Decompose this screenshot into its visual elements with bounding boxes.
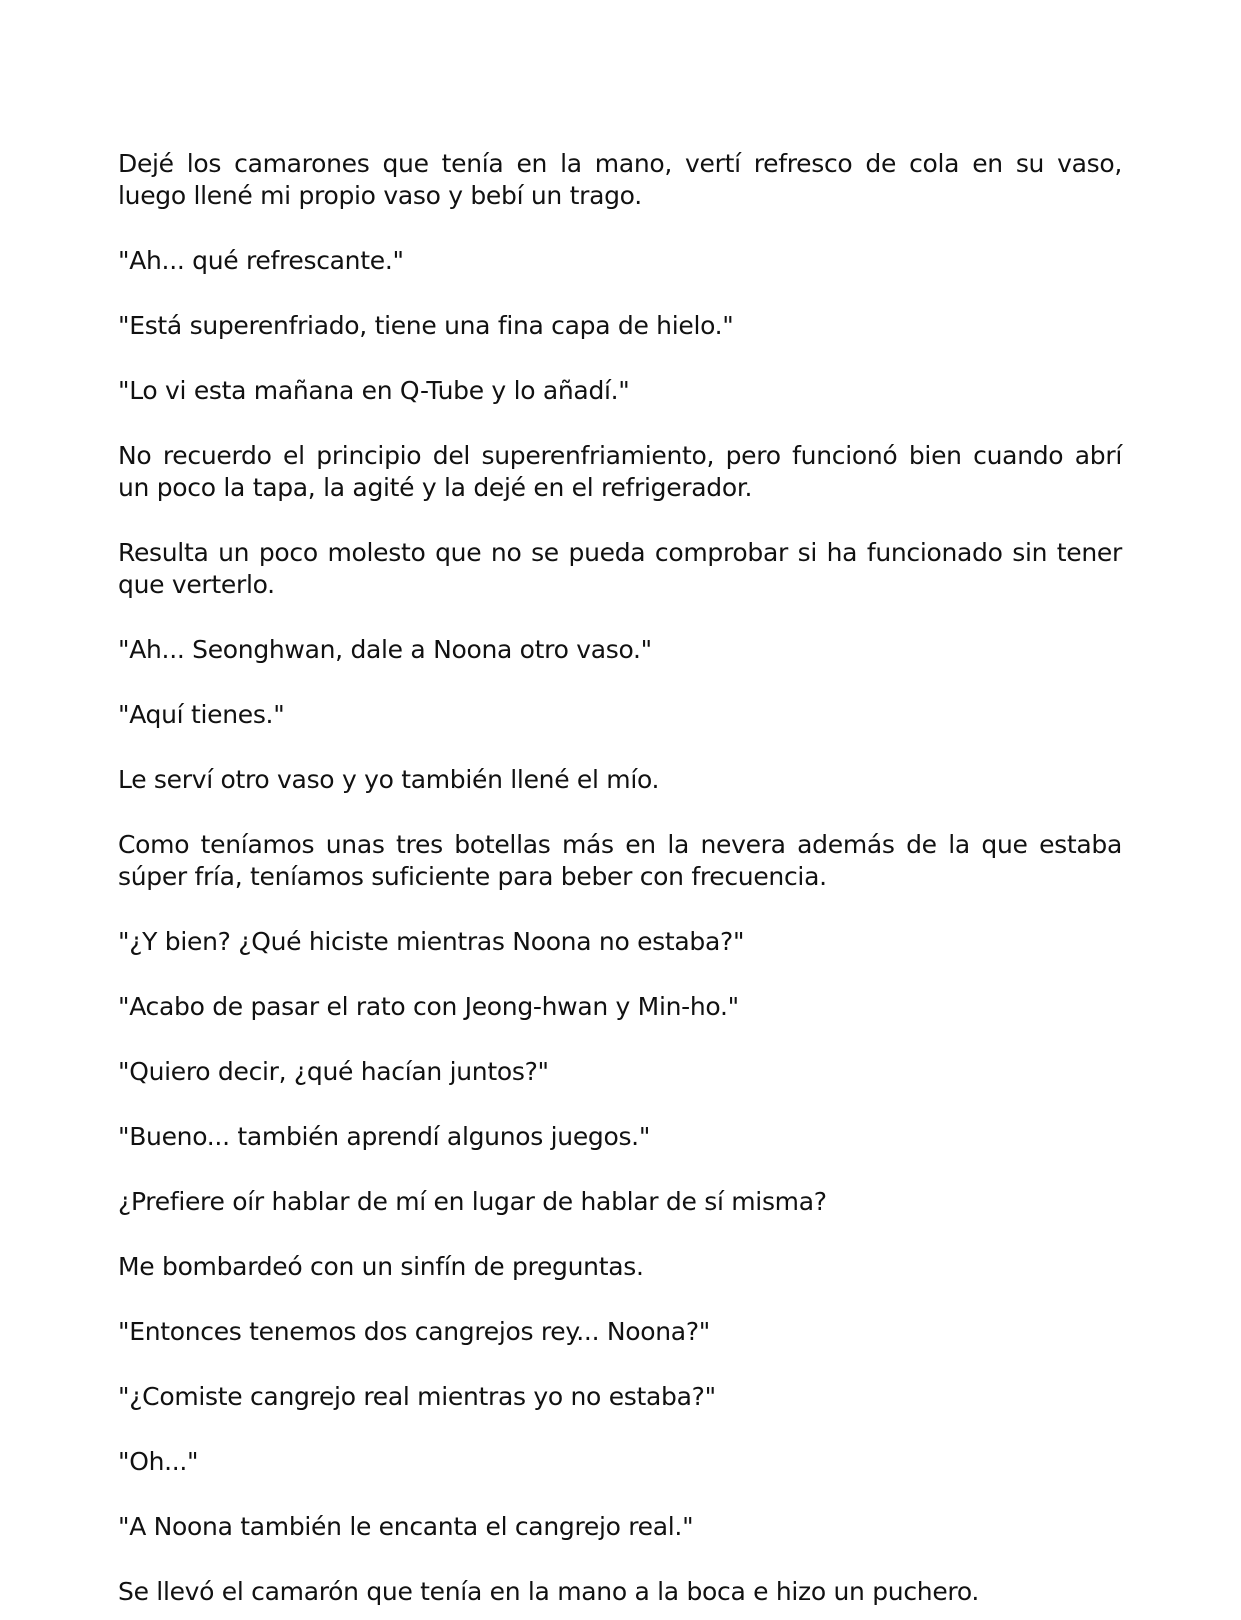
paragraph: "¿Y bien? ¿Qué hiciste mientras Noona no estaba?" [118,927,745,956]
paragraph: Como teníamos unas tres botellas más en la nevera además de la que estaba súper fría, teníamos suficiente para beber con frecuencia. [118,830,1122,891]
body-text [118,148,1122,1608]
paragraph: "Aquí tienes." [118,700,285,729]
paragraph: "Acabo de pasar el rato con Jeong-hwan y Min-ho." [118,992,739,1021]
paragraph: "Quiero decir, ¿qué hacían juntos?" [118,1057,549,1086]
paragraph: "Oh..." [118,1447,199,1476]
paragraph: Resulta un poco molesto que no se pueda comprobar si ha funcionado sin tener que verterlo. [118,538,1122,599]
paragraph: Se llevó el camarón que tenía en la mano a la boca e hizo un puchero. [118,1577,980,1606]
paragraph: Me bombardeó con un sinfín de preguntas. [118,1252,644,1281]
paragraph: "Bueno... también aprendí algunos juegos." [118,1122,651,1151]
paragraph: Le serví otro vaso y yo también llené el mío. [118,765,660,794]
paragraph: "A Noona también le encanta el cangrejo real." [118,1512,694,1541]
paragraph: ¿Prefiere oír hablar de mí en lugar de hablar de sí misma? [118,1187,827,1216]
paragraph: Dejé los camarones que tenía en la mano, vertí refresco de cola en su vaso, luego llené mi propio vaso y bebí un trago. [118,149,1122,210]
paragraph: "Entonces tenemos dos cangrejos rey... Noona?" [118,1317,710,1346]
paragraph: "Está superenfriado, tiene una fina capa de hielo." [118,311,734,340]
paragraph: "Ah... qué refrescante." [118,246,404,275]
paragraph: "Lo vi esta mañana en Q-Tube y lo añadí." [118,376,630,405]
paragraph: "¿Comiste cangrejo real mientras yo no estaba?" [118,1382,716,1411]
paragraph: "Ah... Seonghwan, dale a Noona otro vaso." [118,635,652,664]
paragraph: No recuerdo el principio del superenfriamiento, pero funcionó bien cuando abrí un poco la tapa, la agité y la dejé en el refrigerador. [118,441,1122,502]
